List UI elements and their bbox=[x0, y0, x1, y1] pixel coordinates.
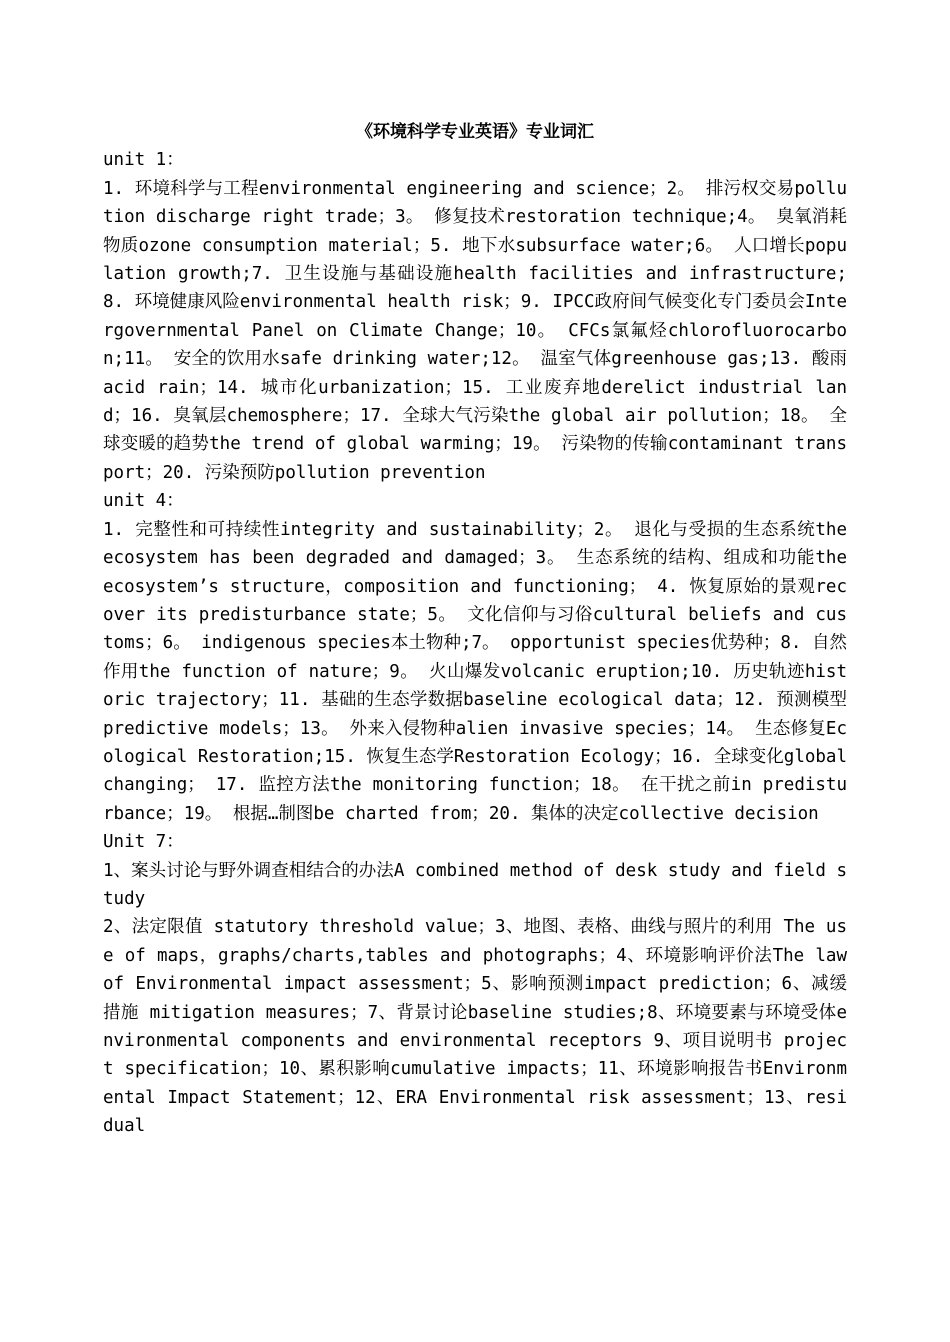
unit1-heading: unit 1： bbox=[103, 150, 184, 171]
unit4-vocabulary: 1. 完整性和可持续性integrity and sustainability；2。 退化与受损的生态系统the ecosystem has been degraded and damaged；3。 生态系统的结构、组成和功能the ecosystem’s structure，composition and functioning； 4. 恢复原始的景观recover its predisturbance state；5。 文化信仰与习俗cultural beliefs and customs；6。 indigenous species本土物种;7。 opportunist species优势种；8. 自然作用the function of nature；9。 火山爆发volcanic eruption;10. 历史轨迹historic trajectory；11. 基础的生态学数据baseline ecological data；12. 预测模型predictive models；13。 外来入侵物种alien invasive species；14。 生态修复Ecological Restoration;15. 恢复生态学Restoration Ecology；16. 全球变化global changing； 17. 监控方法the monitoring function；18。 在干扰之前in predisturbance；19。 根据…制图be charted from；20. 集体的决定collective decision bbox=[103, 519, 847, 824]
document-page bbox=[103, 118, 847, 1141]
unit4-heading: unit 4： bbox=[103, 491, 184, 512]
unit1-vocabulary: 1. 环境科学与工程environmental engineering and science；2。 排污权交易pollution discharge right trade；3。 修复技术restoration technique;4。 臭氧消耗物质ozone consumption material；5. 地下水subsurface water;6。 人口增长population growth;7. 卫生设施与基础设施health facilities and infrastructure;8. 环境健康风险environmental health risk；9. IPCC政府间气候变化专门委员会Intergovernmental Panel on Climate Change；10。 CFCs氯氟烃chlorofluorocarbon;11。 安全的饮用水safe drinking water;12。 温室气体greenhouse gas;13. 酸雨acid rain；14. 城市化urbanization；15. 工业废弃地derelict industrial land；16. 臭氧层chemosphere；17. 全球大气污染the global air pollution；18。 全球变暖的趋势the trend of global warming；19。 污染物的传输contaminant transport；20. 污染预防pollution prevention bbox=[103, 178, 847, 483]
unit7-vocabulary: 2、法定限值 statutory threshold value；3、地图、表格、曲线与照片的利用 The use of maps，graphs/charts,tables and photographs；4、环境影响评价法The law of Environmental impact assessment；5、影响预测impact prediction；6、减缓措施 mitigation measures；7、背景讨论baseline studies;8、环境要素与环境受体environmental components and environmental receptors 9、项目说明书 project specification；10、累积影响cumulative impacts；11、环境影响报告书Environmental Impact Statement；12、ERA Environmental risk assessment；13、residual bbox=[103, 917, 847, 1137]
unit7-heading: Unit 7： bbox=[103, 832, 184, 853]
document-title: 《环境科学专业英语》专业词汇 bbox=[356, 122, 594, 142]
unit7-item-1: 1、案头讨论与野外调查相结合的办法A combined method of desk study and field study bbox=[103, 860, 847, 909]
